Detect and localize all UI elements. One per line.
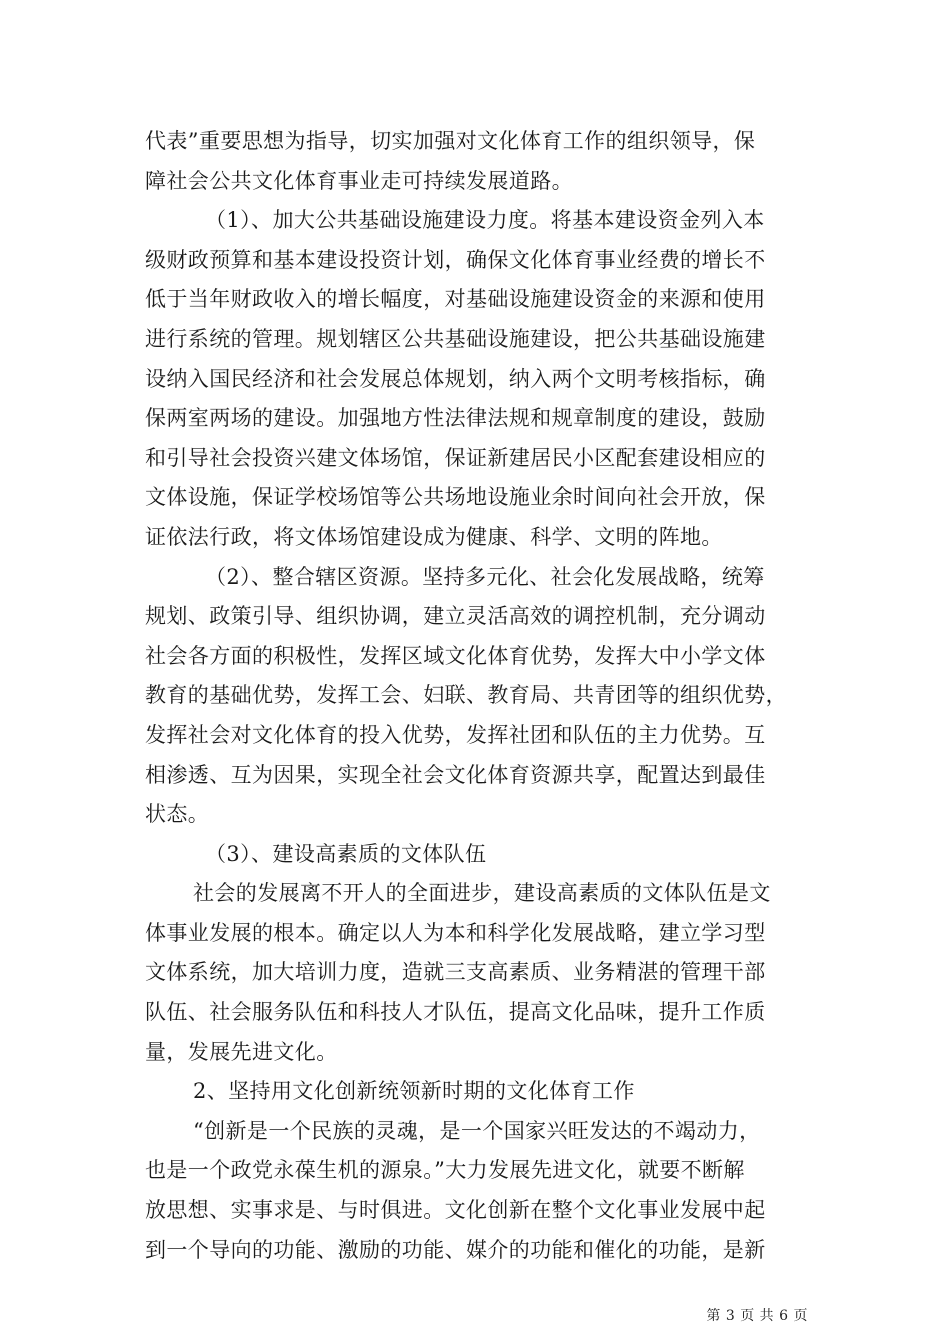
text-line: 社会各方面的积极性，发挥区域文化体育优势，发挥大中小学文体 bbox=[145, 643, 766, 668]
text-line: 设纳入国民经济和社会发展总体规划，纳入两个文明考核指标，确 bbox=[145, 366, 766, 391]
text-line: 低于当年财政收入的增长幅度，对基础设施建设资金的来源和使用 bbox=[145, 287, 766, 312]
text-line: 文体系统，加大培训力度，造就三支高素质、业务精湛的管理干部 bbox=[145, 960, 766, 985]
text-line: 和引导社会投资兴建文体场馆，保证新建居民小区配套建设相应的 bbox=[145, 445, 766, 470]
text-line: 文体设施，保证学校场馆等公共场地设施业余时间向社会开放，保 bbox=[145, 485, 766, 510]
text-line: 放思想、实事求是、与时俱进。文化创新在整个文化事业发展中起 bbox=[145, 1198, 766, 1223]
paragraph-start-line: （2）、整合辖区资源。坚持多元化、社会化发展战略，统筹 bbox=[205, 564, 765, 589]
section-heading: 2、坚持用文化创新统领新时期的文化体育工作 bbox=[193, 1079, 635, 1104]
text-line: 代表”重要思想为指导，切实加强对文化体育工作的组织领导，保 bbox=[145, 129, 756, 153]
paragraph-start-line: （1）、加大公共基础设施建设力度。将基本建设资金列入本 bbox=[205, 208, 765, 233]
text-line: 级财政预算和基本建设投资计划，确保文化体育事业经费的增长不 bbox=[145, 247, 766, 272]
text-line: 量，发展先进文化。 bbox=[145, 1039, 338, 1064]
text-line: 保两室两场的建设。加强地方性法律法规和规章制度的建设，鼓励 bbox=[145, 406, 766, 431]
body-text bbox=[145, 122, 810, 1270]
paragraph-start-line: “创新是一个民族的灵魂，是一个国家兴旺发达的不竭动力， bbox=[193, 1118, 761, 1143]
text-line: 到一个导向的功能、激励的功能、媒介的功能和催化的功能，是新 bbox=[145, 1237, 766, 1262]
text-line: 规划、政策引导、组织协调，建立灵活高效的调控机制，充分调动 bbox=[145, 604, 766, 629]
text-line: 队伍、社会服务队伍和科技人才队伍，提高文化品味，提升工作质 bbox=[145, 1000, 766, 1025]
text-line: 发挥社会对文化体育的投入优势，发挥社团和队伍的主力优势。互 bbox=[145, 722, 766, 747]
page-number: 第 3 页 共 6 页 bbox=[706, 1308, 808, 1324]
text-line: 体事业发展的根本。确定以人为本和科学化发展战略，建立学习型 bbox=[145, 920, 766, 945]
paragraph-start-line: 社会的发展离不开人的全面进步，建设高素质的文体队伍是文 bbox=[193, 881, 771, 906]
section-heading: （3）、建设高素质的文体队伍 bbox=[205, 841, 487, 866]
text-line: 障社会公共文化体育事业走可持续发展道路。 bbox=[145, 168, 573, 193]
text-line: 相渗透、互为因果，实现全社会文化体育资源共享，配置达到最佳 bbox=[145, 762, 766, 787]
text-line: 也是一个政党永葆生机的源泉。”大力发展先进文化，就要不断解 bbox=[145, 1158, 745, 1183]
text-line: 进行系统的管理。规划辖区公共基础设施建设，把公共基础设施建 bbox=[145, 326, 766, 351]
text-line: 证依法行政，将文体场馆建设成为健康、科学、文明的阵地。 bbox=[145, 524, 723, 549]
text-line: 状态。 bbox=[145, 802, 210, 827]
text-line: 教育的基础优势，发挥工会、妇联、教育局、共青团等的组织优势， bbox=[145, 683, 787, 708]
